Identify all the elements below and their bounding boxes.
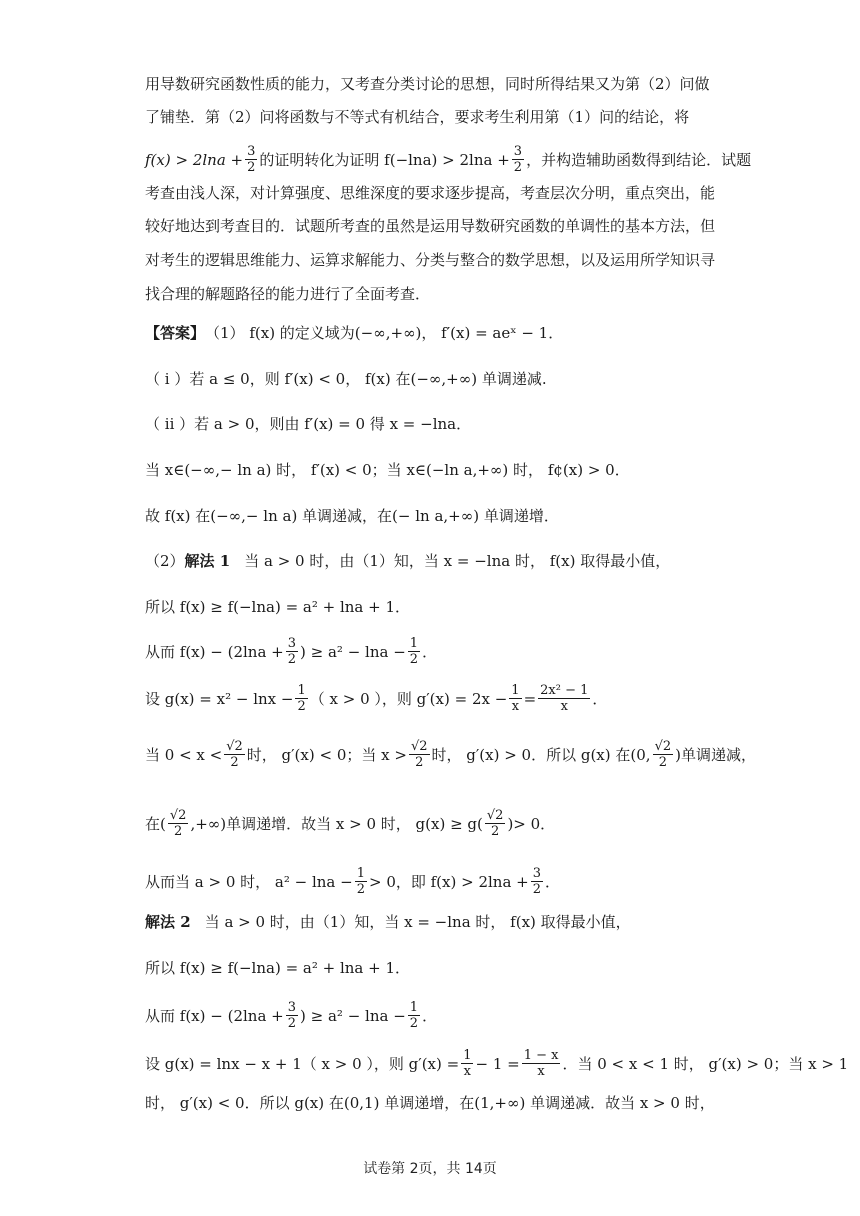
fraction: $\frac{√2}{2}$	[410, 739, 428, 770]
method1-line: 设 g(x) = x² − lnx − $\frac{1}{2}$ （ x > 0 ），则 g′(x) = 2x − $\frac{1}{x}$ = $\frac{\text{2x² − 1}}{x}$ ．	[145, 683, 608, 714]
fraction: $\frac{3}{2}$	[513, 144, 523, 175]
answer-line: （ i ）若 a ≤ 0，则 f′(x) < 0， f(x) 在(−∞,+∞) 单调递减.	[145, 370, 547, 388]
method1-label: 解法 1	[184, 552, 231, 570]
method2-line: 设 g(x) = lnx − x + 1（ x > 0 ），则 g′(x) = $\frac{1}{x}$ − 1 = $\frac{1 - x}{x}$ ．当 0 < x < 1 时， g′(x) > 0；当 x > 1	[145, 1048, 849, 1079]
fraction: $\frac{1}{2}$	[297, 683, 306, 714]
fraction: $\frac{3}{2}$	[247, 144, 256, 175]
method2-line: 从而 f(x) − (2lna + $\frac{3}{2}$ ) ≥ a² − lna − $\frac{1}{2}$ ．	[145, 1000, 438, 1031]
answer-label: 【答案】	[145, 324, 206, 342]
fraction: $\frac{3}{2}$	[287, 1000, 297, 1031]
method2-line: 所以 f(x) ≥ f(−lna) = a² + lna + 1．	[145, 959, 411, 977]
fraction: $\frac{√2}{2}$	[226, 739, 243, 770]
method1-line: 在 ( $\frac{√2}{2}$ ,+∞) 单调递增．故当 x > 0 时， g(x) ≥ g ( $\frac{√2}{2}$ ) > 0．	[145, 808, 556, 839]
fraction: $\frac{1}{2}$	[409, 1000, 419, 1031]
text-line: 较好地达到考查目的．试题所考查的虽然是运用导数研究函数的单调性的基本方法，但	[145, 217, 716, 235]
text-line: 找合理的解题路径的能力进行了全面考查．	[145, 285, 431, 303]
method1-line: 从而 f(x) − (2lna + $\frac{3}{2}$ ) ≥ a² − lna − $\frac{1}{2}$ ．	[145, 636, 438, 667]
method1-line: 当 0 < x < $\frac{√2}{2}$ 时， g′(x) < 0；当 x > $\frac{√2}{2}$ 时， g′(x) > 0．所以 g(x) 在 (0, $\frac{√2}{2}$ ) 单调递减，	[145, 739, 756, 770]
text-line: 考查由浅人深，对计算强度、思维深度的要求逐步提高，考查层次分明，重点突出，能	[145, 184, 716, 202]
method2-line: 解法 2 当 a > 0 时，由（1）知，当 x = −lna 时， f(x) 取得最小值，	[145, 913, 631, 931]
fraction: $\frac{√2}{2}$	[169, 808, 187, 839]
fraction: $\frac{3}{2}$	[532, 866, 542, 897]
text-line: f(x) > 2lna + $\frac{3}{2}$ 的证明转化为证明 f(−lna) > 2lna + $\frac{3}{2}$ ，并构造辅助函数得到结论．试题	[145, 144, 752, 175]
answer-line: 【答案】 （1） f(x) 的定义域为(−∞,+∞)， f′(x) = aeˣ − 1．	[145, 324, 564, 342]
answer-line: 故 f(x) 在(−∞,− ln a) 单调递减，在(− ln a,+∞) 单调递增．	[145, 507, 559, 525]
text-line: 对考生的逻辑思维能力、运算求解能力、分类与整合的数学思想，以及运用所学知识寻	[145, 251, 716, 269]
method2-line: 时， g′(x) < 0．所以 g(x) 在(0,1) 单调递增，在(1,+∞) 单调递减．故当 x > 0 时，	[145, 1094, 715, 1112]
fraction: $\frac{√2}{2}$	[654, 739, 672, 770]
fraction: $\frac{1 - x}{x}$	[523, 1048, 559, 1079]
method1-line: 所以 f(x) ≥ f(−lna) = a² + lna + 1．	[145, 598, 411, 616]
fraction: $\frac{√2}{2}$	[486, 808, 504, 839]
page-footer: 试卷第 2页，共 14页	[363, 1161, 497, 1177]
method1-line: （2） 解法 1 当 a > 0 时，由（1）知，当 x = −lna 时， f(x) 取得最小值，	[145, 552, 671, 570]
fraction: $\frac{1}{2}$	[356, 866, 365, 897]
fraction: $\frac{1}{x}$	[463, 1048, 472, 1079]
answer-line: （ ii ）若 a > 0，则由 f′(x) = 0 得 x = −lna．	[145, 415, 472, 433]
text-line: 用导数研究函数性质的能力，又考查分类讨论的思想，同时所得结果又为第（2）问做	[145, 75, 710, 93]
fraction: $\frac{\text{2x² − 1}}{x}$	[540, 683, 589, 714]
answer-line: 当 x∈(−∞,− ln a) 时， f′(x) < 0；当 x∈(−ln a,+∞) 时， f¢(x) > 0．	[145, 461, 630, 479]
method2-label: 解法 2	[145, 913, 191, 931]
fraction: $\frac{1}{x}$	[511, 683, 520, 714]
fraction: $\frac{1}{2}$	[409, 636, 419, 667]
text-line: 了铺垫．第（2）问将函数与不等式有机结合，要求考生利用第（1）问的结论，将	[145, 108, 690, 126]
fraction: $\frac{3}{2}$	[287, 636, 297, 667]
method1-line: 从而当 a > 0 时， a² − lna − $\frac{1}{2}$ > 0，即 f(x) > 2lna + $\frac{3}{2}$ ．	[145, 866, 561, 897]
